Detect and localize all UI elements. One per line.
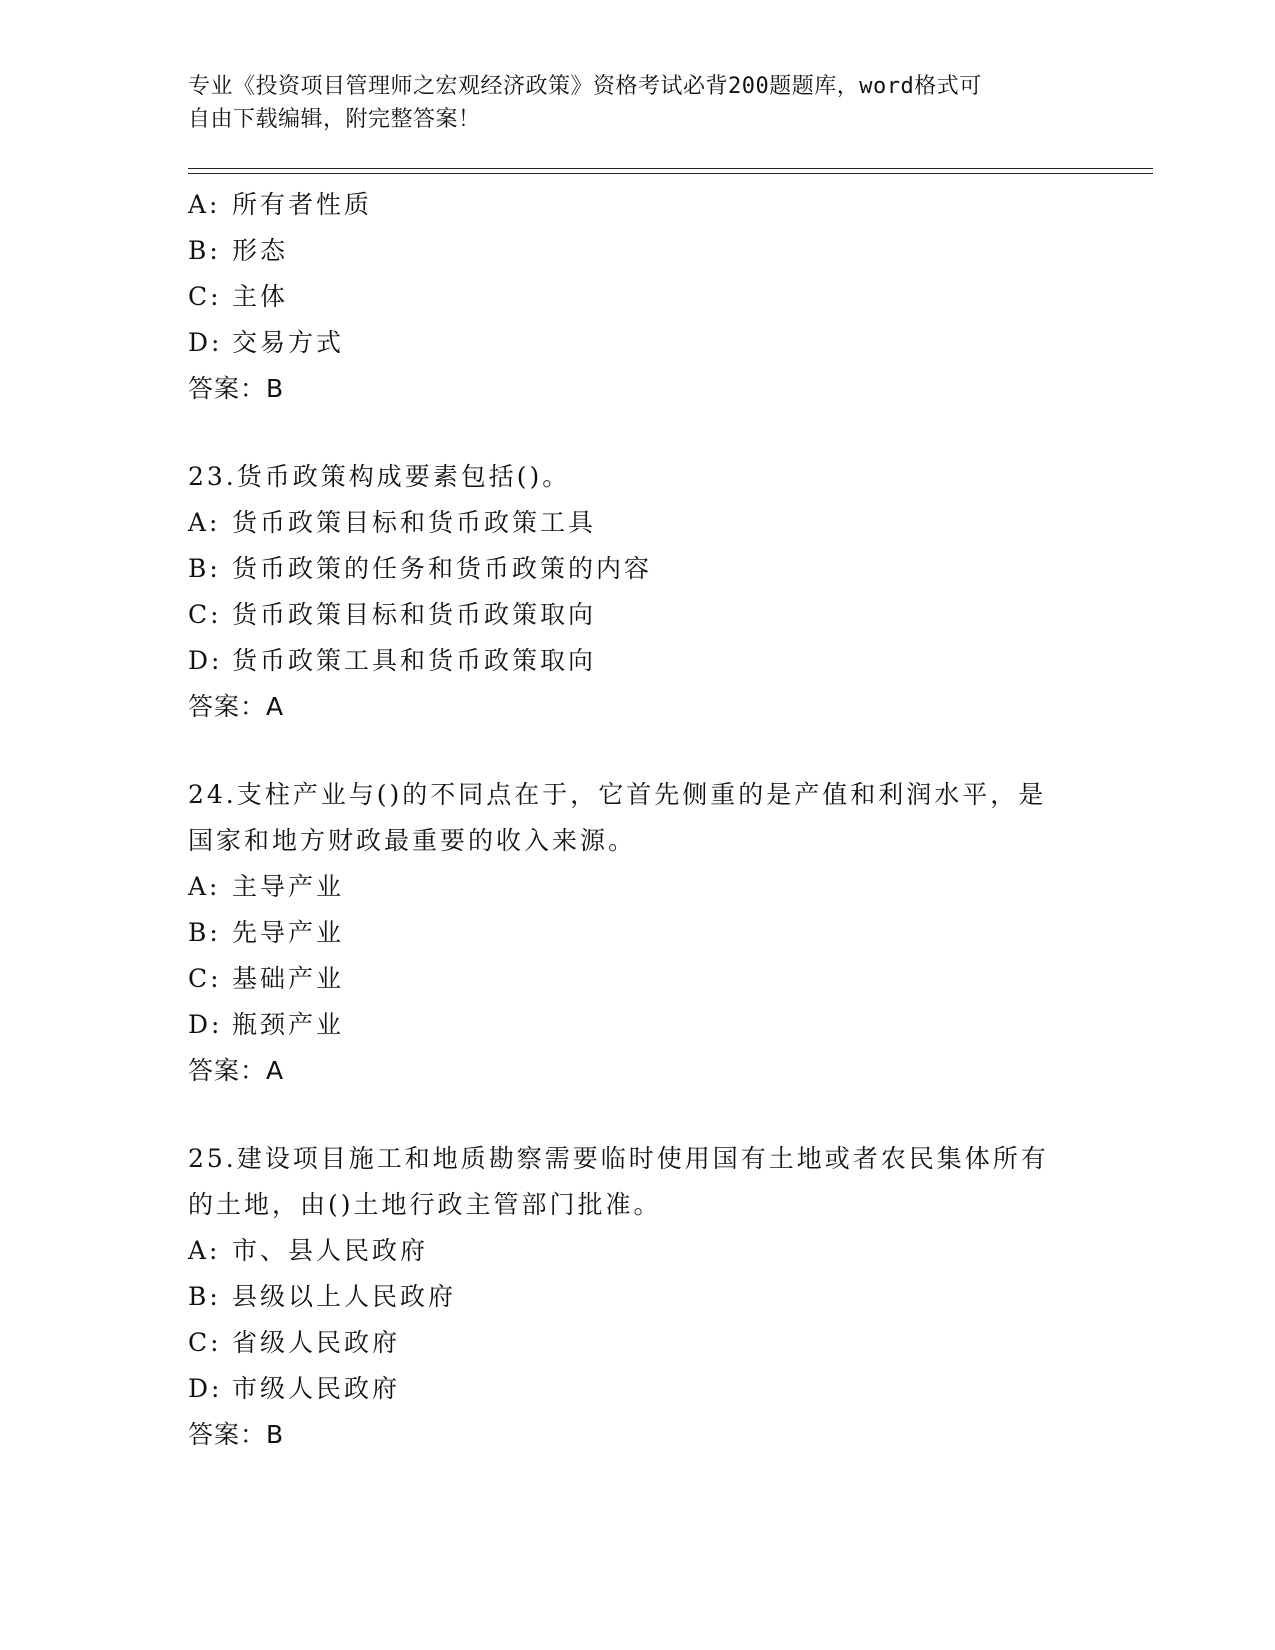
- question-text-line-1: 25.建设项目施工和地质勘察需要临时使用国有土地或者农民集体所有: [188, 1144, 1049, 1173]
- header-divider: [188, 168, 1153, 174]
- option-d: D: 市级人民政府: [188, 1374, 401, 1403]
- option-c: C: 货币政策目标和货币政策取向: [188, 600, 597, 629]
- question-23: [188, 454, 1153, 730]
- option-a: A: 所有者性质: [188, 190, 373, 219]
- option-b: B: 先导产业: [188, 918, 345, 947]
- question-text-line-2: 的土地，由()土地行政主管部门批准。: [188, 1190, 662, 1219]
- option-d: D: 货币政策工具和货币政策取向: [188, 646, 597, 675]
- option-b: B: 货币政策的任务和货币政策的内容: [188, 554, 653, 583]
- question-list: [188, 182, 1153, 1458]
- option-a: A: 货币政策目标和货币政策工具: [188, 508, 597, 537]
- option-d: D: 瓶颈产业: [188, 1010, 345, 1039]
- answer: 答案：B: [188, 374, 285, 403]
- header-line-1: 专业《投资项目管理师之宏观经济政策》资格考试必背200题题库，word格式可: [188, 74, 982, 99]
- option-c: C: 省级人民政府: [188, 1328, 401, 1357]
- header-line-2: 自由下载编辑，附完整答案！: [188, 107, 481, 132]
- answer: 答案：A: [188, 1056, 285, 1085]
- option-c: C: 基础产业: [188, 964, 345, 993]
- answer: 答案：A: [188, 692, 285, 721]
- document-page: [188, 70, 1153, 1458]
- question-text: 23.货币政策构成要素包括()。: [188, 462, 571, 491]
- question-text-line-2: 国家和地方财政最重要的收入来源。: [188, 826, 637, 855]
- answer: 答案：B: [188, 1420, 285, 1449]
- question-text-line-1: 24.支柱产业与()的不同点在于，它首先侧重的是产值和利润水平，是: [188, 780, 1047, 809]
- option-b: B: 县级以上人民政府: [188, 1282, 457, 1311]
- question-25: [188, 1136, 1153, 1458]
- question-24: [188, 772, 1153, 1094]
- document-header: [188, 70, 1068, 136]
- option-a: A: 市、县人民政府: [188, 1236, 429, 1265]
- option-a: A: 主导产业: [188, 872, 345, 901]
- question-22-continued: [188, 182, 1153, 412]
- option-c: C: 主体: [188, 282, 289, 311]
- option-b: B: 形态: [188, 236, 289, 265]
- option-d: D: 交易方式: [188, 328, 345, 357]
